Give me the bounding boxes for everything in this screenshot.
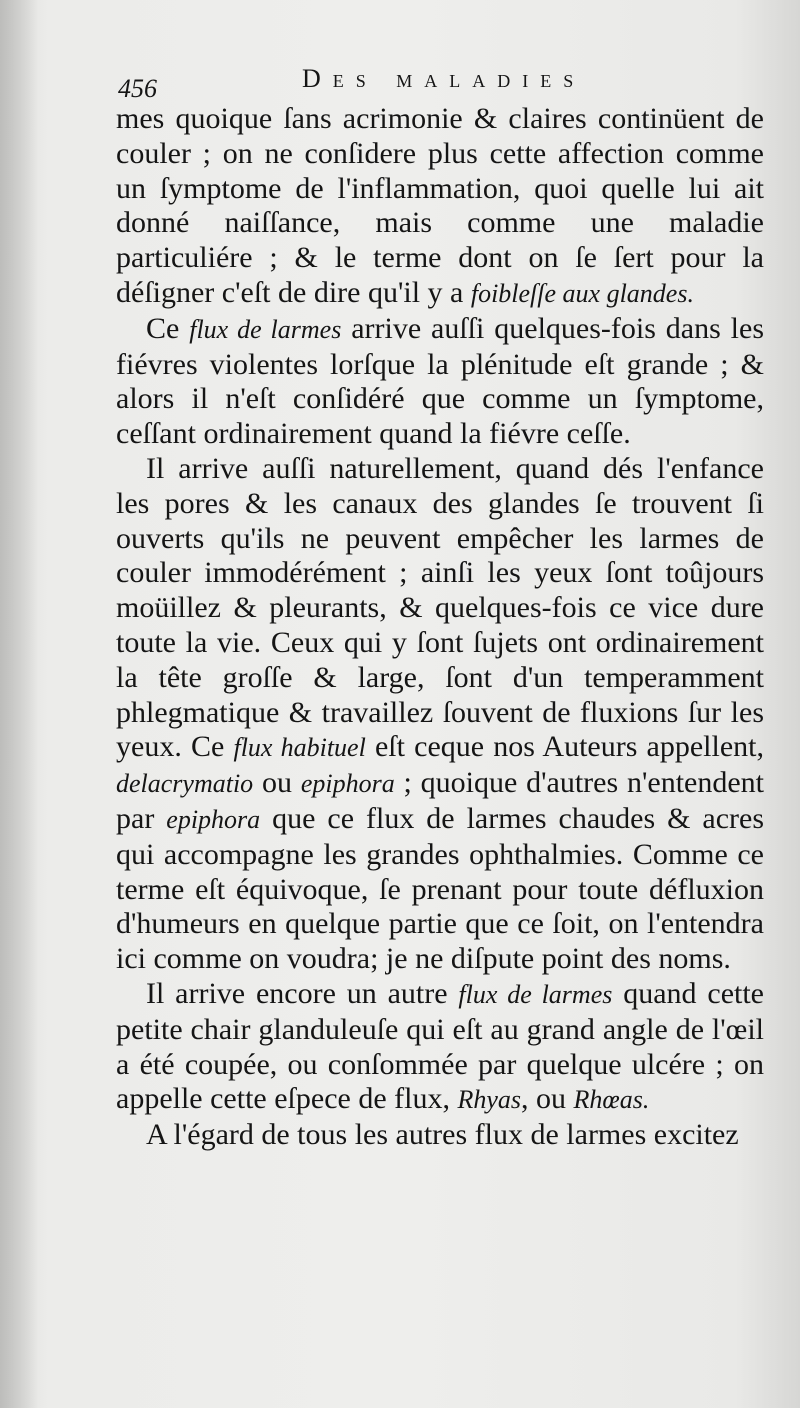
text-segment: , ou: [521, 1082, 574, 1116]
italic-segment: foibleſſe aux glandes.: [470, 278, 694, 308]
text-segment: que ce flux de larmes chaudes & acres qui accompagne les grandes ophthalmies. Comme ce terme eſt équivoque, ſe prenant pour toute défluxion d'humeurs en quelque partie que ce ſoit, on l'entendra ici comme on voudra; je ne diſpute point des noms.: [116, 801, 765, 976]
text-segment: Il arrive encore un autre: [146, 976, 459, 1010]
text-segment: Ce: [146, 311, 190, 345]
italic-segment: Rhyas: [457, 1085, 522, 1115]
paragraph: [116, 452, 764, 977]
running-title: Des maladies: [302, 64, 586, 93]
paragraph: [116, 1118, 764, 1153]
body-text: [116, 102, 764, 1153]
text-segment: mes quoique ſans acrimonie & claires continüent de couler ; on ne conſidere plus cette affection comme un ſymptome de l'inflammation, quoi quelle lui ait donné naiſſance, mais comme une maladie particuliére ; & le terme dont on ſe ſert pour la déſigner c'eſt de dire qu'il y a: [116, 102, 764, 309]
italic-segment: epiphora: [166, 804, 261, 834]
paragraph: [116, 102, 764, 312]
italic-segment: epiphora: [300, 769, 395, 799]
page-number: 456: [118, 74, 157, 103]
italic-segment: Rhœas.: [573, 1085, 650, 1115]
italic-segment: delacrymatio: [116, 769, 254, 799]
text-segment: quand cette petite chair glanduleuſe qui eſt au grand angle de l'œil a été coupée, ou conſommée par quelque ulcére ; on appelle cette eſpece de flux,: [116, 976, 764, 1116]
text-segment: ou: [253, 766, 301, 800]
running-head: [112, 60, 762, 103]
text-segment: arrive auſſi quelques-fois dans les fiévres violentes lorſque la plénitude eſt grande ; & alors il n'eſt conſidéré que comme un ſymptome, ceſſant ordinairement quand la fiévre ceſſe.: [116, 311, 764, 451]
paragraph: [116, 312, 764, 452]
paragraph: [116, 977, 764, 1118]
text-segment: A l'égard de tous les autres flux de larmes excitez: [146, 1118, 739, 1152]
text-segment: Il arrive auſſi naturellement, quand dés l'enfance les pores & les canaux des glandes ſe trouvent ſi ouverts qu'ils ne peuvent empêcher les larmes de couler immodérément ; ainſi les yeux ſont toûjours moüillez & pleurants, & quelques-fois ce vice dure toute la vie. Ceux qui y ſont ſujets ont ordinairement la tête groſſe & large, ſont d'un temperamment phlegmatique & travaillez ſouvent de fluxions ſur les yeux. Ce: [116, 451, 764, 764]
italic-segment: flux de larmes: [458, 979, 613, 1009]
italic-segment: flux de larmes: [189, 314, 342, 344]
text-segment: ; quoique d'autres n'entendent par: [116, 766, 764, 835]
italic-segment: flux habituel: [233, 733, 366, 763]
text-segment: eſt ceque nos Auteurs appellent,: [365, 730, 765, 764]
page-gutter-shadow: [0, 0, 38, 1408]
